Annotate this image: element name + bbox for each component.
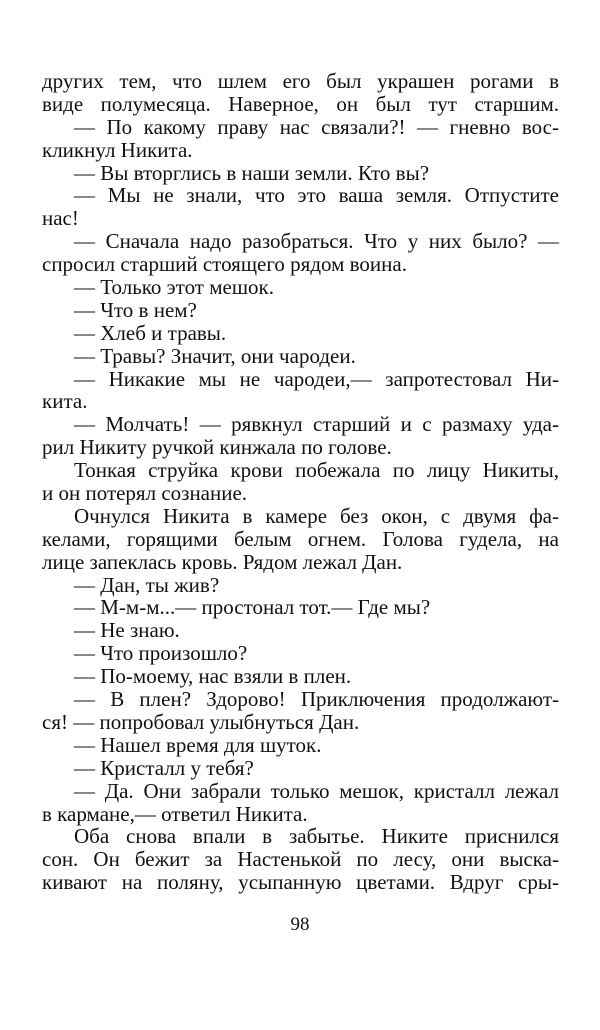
text-line: — Кристалл у тебя?	[74, 755, 254, 780]
text-line: ся! — попробовал улыбнуться Дан.	[42, 709, 360, 734]
text-line: — Сначала надо разобраться. Что у них было? —	[74, 229, 559, 254]
text-line: — Только этот мешок.	[74, 275, 274, 300]
text-line: — Не знаю.	[74, 618, 180, 643]
text-line: — Хлеб и травы.	[74, 320, 227, 345]
text-line: и он потерял сознание.	[42, 481, 248, 506]
text-line: — Дан, ты жив?	[74, 572, 220, 597]
text-line: — Никакие мы не чародеи,— запротестовал Ни-	[74, 366, 559, 391]
text-line: виде полумесяца. Наверное, он был тут старшим.	[42, 91, 559, 116]
text-line: лице запеклась кровь. Рядом лежал Дан.	[42, 549, 403, 574]
text-line: — Нашел время для шуток.	[74, 732, 322, 757]
text-line: кивают на поляну, усыпанную цветами. Вдруг сры-	[42, 870, 559, 895]
text-line: кита.	[42, 389, 88, 414]
text-line: Оба снова впали в забытье. Никите приснился	[74, 824, 559, 849]
text-line: келами, горящими белым огнем. Голова гудела, на	[42, 526, 559, 551]
text-line: — Травы? Значит, они чародеи.	[74, 343, 356, 368]
text-line: нас!	[42, 206, 79, 231]
text-line: спросил старший стоящего рядом воина.	[42, 252, 407, 277]
page-number: 98	[290, 914, 310, 935]
text-line: — Что в нем?	[74, 297, 197, 322]
text-line: в кармане,— ответил Никита.	[42, 801, 308, 826]
text-line: — М-м-м...— простонал тот.— Где мы?	[74, 595, 431, 620]
text-line: — Мы не знали, что это ваша земля. Отпустите	[74, 183, 559, 208]
text-line: Тонкая струйка крови побежала по лицу Никиты,	[74, 458, 559, 483]
text-line: — По какому праву нас связали?! — гневно вос-	[74, 114, 559, 139]
book-page-text	[42, 70, 559, 894]
text-line: — В плен? Здорово! Приключения продолжают-	[74, 687, 559, 712]
text-line: кликнул Никита.	[42, 137, 193, 162]
text-line: — Да. Они забрали только мешок, кристалл лежал	[74, 778, 559, 803]
text-line: — По-моему, нас взяли в плен.	[74, 664, 352, 689]
text-line: других тем, что шлем его был украшен рогами в	[42, 69, 559, 93]
text-line: — Вы вторглись в наши земли. Кто вы?	[74, 160, 430, 185]
text-line: рил Никиту ручкой кинжала по голове.	[42, 435, 392, 460]
text-line: Очнулся Никита в камере без окон, с двумя фа-	[74, 503, 559, 528]
text-line: — Что произошло?	[74, 641, 248, 666]
text-line: — Молчать! — рявкнул старший и с размаху уда-	[74, 412, 559, 437]
text-line: сон. Он бежит за Настенькой по лесу, они выска-	[42, 847, 559, 872]
